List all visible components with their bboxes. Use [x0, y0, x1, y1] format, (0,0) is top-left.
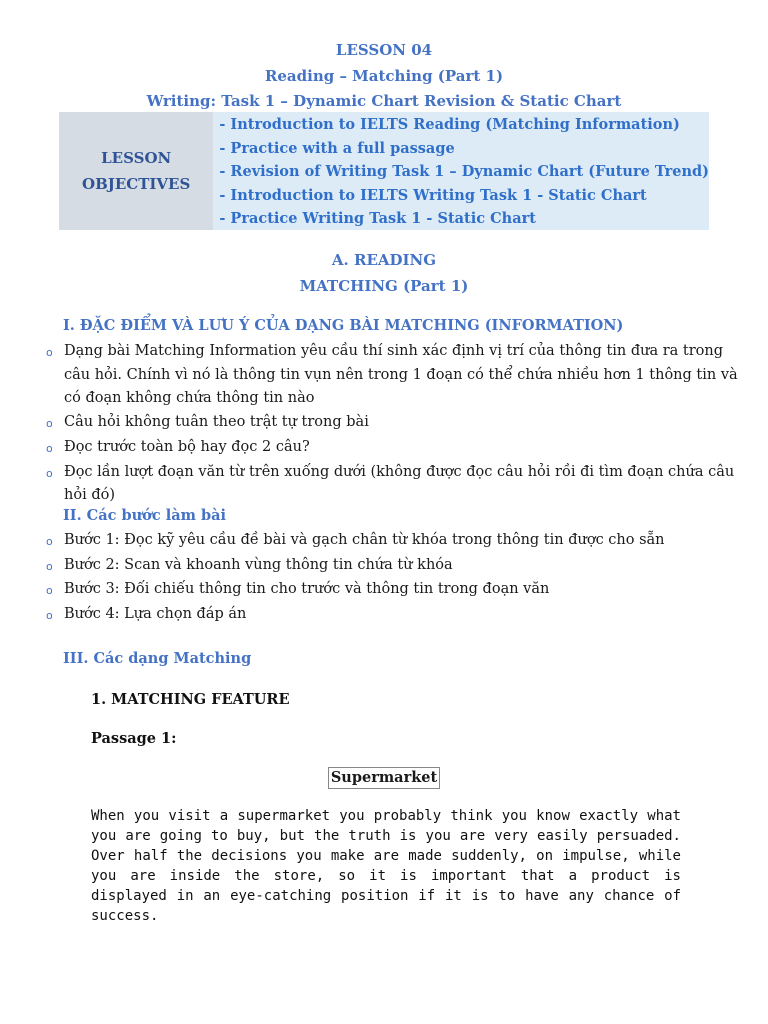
list-item: [46, 578, 746, 603]
list-item-text: Đọc lần lượt đoạn văn từ trên xuống dưới (không được đọc câu hỏi rồi đi tìm đoạn chứa câu hỏi đó): [64, 463, 735, 504]
bullet-circle-icon: o: [46, 466, 53, 480]
bullet-circle-icon: o: [46, 609, 53, 623]
list-item: [46, 340, 746, 411]
list-item-text: Bước 1: Đọc kỹ yêu cầu đề bài và gạch chân từ khóa trong thông tin được cho sẵn: [64, 532, 665, 548]
objective-item: - Introduction to IELTS Writing Task 1 - Static Chart: [219, 186, 647, 204]
objectives-label: [59, 112, 213, 230]
objectives-list: [213, 112, 709, 230]
list-item: [46, 411, 746, 436]
passage-label: Passage 1:: [91, 730, 177, 747]
section-a-heading: [0, 247, 768, 299]
list-item: [46, 603, 746, 628]
bullet-circle-icon: o: [46, 441, 53, 455]
objective-item: - Introduction to IELTS Reading (Matching Information): [219, 116, 680, 133]
lesson-number: LESSON 04: [335, 41, 433, 59]
lesson-objectives-table: [59, 112, 709, 230]
section-1-title: I. ĐẶC ĐIỂM VÀ LƯU Ý CỦA DẠNG BÀI MATCHING (INFORMATION): [63, 317, 624, 334]
matching-feature-heading: 1. MATCHING FEATURE: [91, 691, 290, 708]
objective-item: - Practice Writing Task 1 - Static Chart: [219, 210, 536, 227]
bullet-circle-icon: o: [46, 535, 53, 548]
document-header: [0, 38, 768, 115]
writing-topic: Writing: Task 1 – Dynamic Chart Revision & Static Chart: [146, 92, 622, 110]
section-a-subtitle: MATCHING (Part 1): [299, 277, 469, 295]
passage-text: When you visit a supermarket you probably think you know exactly what you are going to buy, but the truth is you are very easily persuaded. Over half the decisions you make are made suddenly, on impulse, while you are inside the store, so it is important that a product is displayed in an eye-catching position if it is to have any chance of success.: [91, 808, 681, 924]
passage-title-wrapper: [0, 767, 768, 789]
list-item-text: Câu hỏi không tuân theo trật tự trong bài: [64, 414, 369, 431]
section-a-title: A. READING: [331, 251, 437, 269]
list-item-text: Bước 3: Đối chiếu thông tin cho trước và thông tin trong đoạn văn: [64, 581, 550, 598]
list-item: [46, 529, 746, 554]
list-item: [46, 436, 746, 461]
objectives-label-line1: LESSON: [101, 149, 172, 167]
reading-topic: Reading – Matching (Part 1): [264, 66, 504, 85]
list-item-text: Bước 4: Lựa chọn đáp án: [64, 606, 247, 623]
objective-item: - Revision of Writing Task 1 – Dynamic Chart (Future Trend): [219, 163, 709, 180]
section-2-title: II. Các bước làm bài: [63, 507, 227, 524]
list-item-text: Dạng bài Matching Information yêu cầu thí sinh xác định vị trí của thông tin đưa ra trong câu hỏi. Chính vì nó là thông tin vụn nên trong 1 đoạn có thể chứa nhiều hơn 1 thông tin và có đoạn không chứa thông tin nào: [64, 343, 738, 407]
passage-title: Supermarket: [328, 767, 440, 789]
section-2-list: [46, 529, 746, 628]
section-1-list: [46, 340, 746, 508]
objectives-label-line2: OBJECTIVES: [82, 175, 191, 193]
list-item-text: Đọc trước toàn bộ hay đọc 2 câu?: [64, 438, 310, 455]
objective-item: - Practice with a full passage: [219, 139, 455, 157]
bullet-circle-icon: o: [46, 346, 53, 359]
section-3-title: III. Các dạng Matching: [63, 650, 252, 667]
bullet-circle-icon: o: [46, 584, 53, 598]
list-item: [46, 461, 746, 508]
bullet-circle-icon: o: [46, 417, 53, 431]
bullet-circle-icon: o: [46, 559, 53, 573]
list-item-text: Bước 2: Scan và khoanh vùng thông tin chứa từ khóa: [64, 556, 453, 573]
list-item: [46, 554, 746, 579]
